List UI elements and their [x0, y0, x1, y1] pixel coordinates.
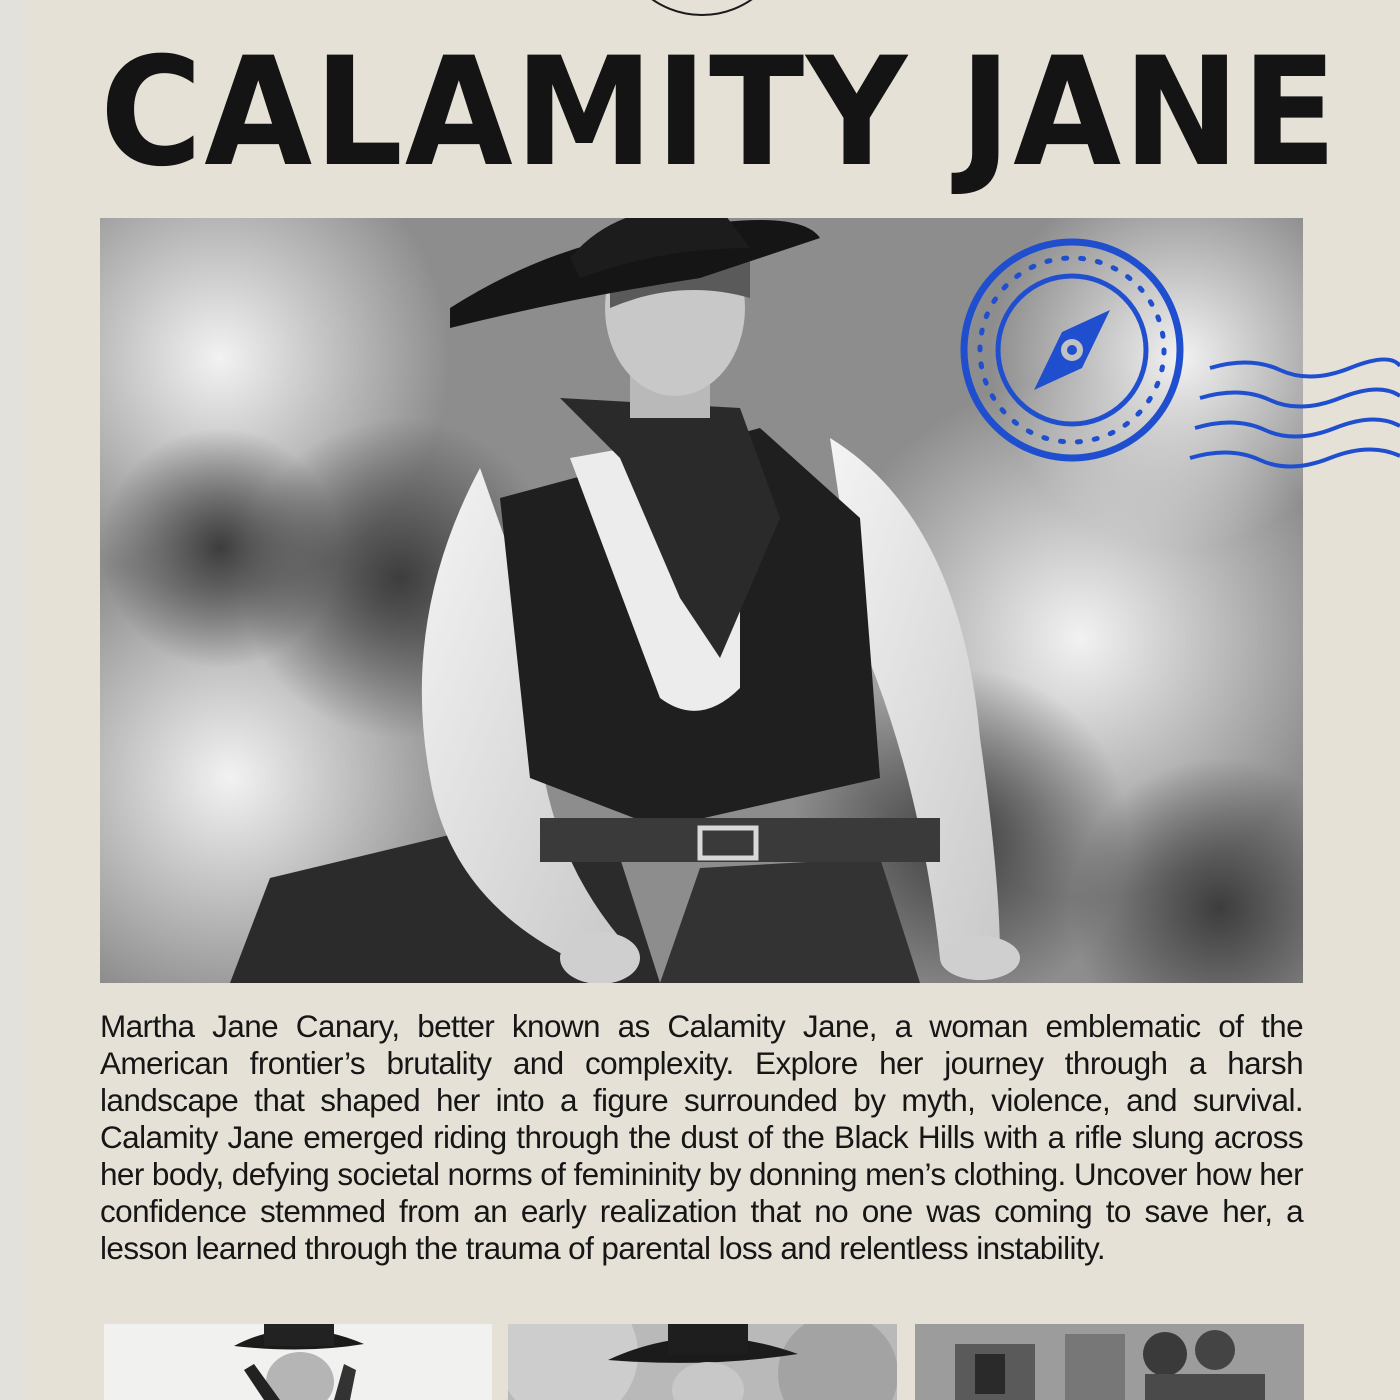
- saloon-scene-thumbnail: [915, 1324, 1304, 1400]
- cowgirl-in-hat-thumbnail: [508, 1324, 897, 1400]
- compass-postmark-stamp-icon: [960, 238, 1400, 488]
- page-edge-strip: [0, 0, 26, 1400]
- cowgirl-with-rifle-thumbnail: [104, 1324, 492, 1400]
- poster-description: Martha Jane Canary, better known as Calamity Jane, a woman emblematic of the American frontier’s brutality and complexity. Explore her journey through a harsh landscape that shaped her into a figure surrounded by myth, violence, and survival. Calamity Jane emerged riding through the dust of the Black Hills with a rifle slung across her body, defying societal norms of femininity by donning men’s clothing. Uncover how her confidence stemmed from an early realization that no one was coming to save her, a lesson learned through the trauma of parental loss and relentless instability.: [100, 1008, 1303, 1266]
- poster-title: CALAMITY JANE: [100, 26, 1339, 200]
